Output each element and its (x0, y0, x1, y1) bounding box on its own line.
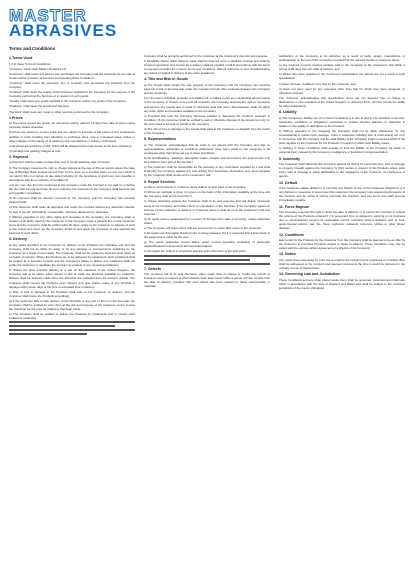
clause-text: d) If the Customer fails to take delivery of the Products or any part of them on the due date, the Company shall be entitled to store them at the risk and expense of the Customer and to invoice the Customer for the price as if delivery had been made. (9, 298, 135, 312)
clause-text: c) Unless otherwise agreed, the Customer shall at its own expense and risk deliver Customer items to the Company and collect them on completion of the Services. If the Company agrees to arrange for the collection or delivery of Customer items it shall do so at the Customer's risk and expense. (144, 199, 270, 216)
clause-text: "Customer" shall mean any person who purchases the Company and the Customer for the sale of Goods and/or provision of Services incorporating these Conditions. (9, 71, 135, 80)
clause-text: b) All specifications, drawings, descriptive matter, weights and dimensions are approximate only and shall not form part of the Contract. (144, 156, 270, 165)
section-heading: 5. Representations (144, 137, 177, 142)
section-heading: 11. Force Majeure (279, 204, 310, 209)
clause-text: b) Without prejudice to the foregoing the Company shall not be liable whatsoever for any consequential or indirect loss, damage, costs or expenses including loss of profit arising out of or in connection with the Contract, and the total liability of the Company shall not exceed 100% of the price payable by the Customer for the Products in respect of which such liability arises. (279, 129, 405, 146)
clause-text: "Products" shall mean the Goods and Services. (9, 104, 70, 109)
clause-text: e) The Company will return items that are uneconomic to repair after notice to the Customer. (144, 225, 262, 230)
clause-text: d) Have not been used for any purposes other than that for which they were designed, or otherwise misused. (279, 86, 405, 95)
clause-text: The Customer shall indemnify the Company against all claims for personal injury, loss or damage to property brought against the Company by third parties in respect of the Products where such injury, loss or damage is solely attributable to the negligence of the Customer, its employees or agents. (279, 162, 405, 179)
clause-text: h) All repairs are subject to inspection and are at the discretion of the technician. (144, 249, 247, 254)
clause-text: a) Title to and property in Customer items shall at no time pass to the Company. (144, 185, 246, 190)
clause-text: a) Any dates specified to the Customer for delivery of the Products are estimates only and the Company shall not be liable for delay or for any damage or inconvenience sustained by the Customer as a result of such delay. The Customer shall not be entitled to treat any such delay as a breach of contract. Where the Products are to be delivered by instalments, each instalment shall be treated as a separate contract and the Company's failure to deliver one instalment shall not entitle the Customer to repudiate the Contract as a whole or any remaining instalment. (9, 242, 135, 268)
clause-text: c) Risk of loss or damage to the Products shall pass to the Customer on delivery, and the Customer shall insure the Products accordingly. (9, 289, 135, 298)
clause-text: b) Where they were supplied to the Customer's specification, the defects are not a result of such specification. (279, 72, 405, 81)
clause-text: c) Nothing in these Conditions shall exclude or limit the liability of the Company for death or personal injury caused by the Company's negligence or fraudulent misrepresentation. (279, 146, 405, 155)
clause-text: d) No payment shall be deemed received by the Company until the Company has received cleared funds. (9, 196, 135, 205)
document-title: Terms and Conditions (9, 46, 56, 51)
clause-text: Company shall be promptly performed by the Customer at the Customer's own risk and expense. (144, 54, 268, 58)
terms-column-2 (144, 54, 270, 337)
clause-text: These Conditions and any order placed under them shall be governed, construed and shall take effect in accordance with the laws of England and Wales and shall be subject to the exclusive jurisdiction of the courts of England. (279, 277, 405, 291)
clause-text: "Goods" shall mean any goods supplied to the Customer and/or any goods of the Company. (9, 99, 127, 104)
logo-master-text: MASTER (9, 8, 87, 25)
section-heading: 13. Notice (279, 252, 296, 257)
clause-text: g) The repair guarantee covers failure under normal operating conditions of previously repaired/replaced components and associated labour. (144, 240, 270, 249)
section-heading: 7. Defects (144, 266, 161, 271)
clause-text: satisfaction of the Company to be defective as a result of faulty design, manufacture or workmanship on the part of the Company provided that the relevant Goods or Customer items: (279, 54, 405, 63)
clause-text: d) All repair work is guaranteed for a period of 90 days from date of invoicing, unless otherwise stated. (144, 216, 270, 225)
clause-text: c) Have not been modified in any way by the Customer; and (279, 81, 356, 86)
section-heading: 9. Indemnity (279, 156, 300, 161)
clause-text: a) Are returned properly packed carriage paid to the Company at the Customer's risk within a period of 90 days from the date of delivery; and (279, 63, 405, 72)
clause-text: c) All prices are exclusive of VAT, which will be charged at the rate current at the time of delivery. (9, 143, 132, 148)
clause-text: e) The Company shall be entitled to deliver the Products by instalments and to invoice each instalment separately. (9, 312, 135, 321)
clause-text: c) If any sum due from the Customer to the Company under the Contract is not paid on or before the due date for payment then all sums owed by the Customer to the Company shall become due and payable immediately. (9, 182, 135, 196)
clause-text: d) The risk of loss or damage to the Goods shall pass to the Customer on dispatch from the works of the Company. (144, 127, 270, 136)
terms-column-3 (279, 54, 405, 337)
filler-text-line (144, 259, 250, 261)
section-heading: 1.Terms Used (9, 56, 33, 60)
clause-text: b) Where an estimate is given it is given on the basis of the information available at the time and the Company shall not be bound by it. (144, 190, 270, 199)
clause-text: b) In the event of default, pursuant to Condition 15, or failure to pay any outstanding amount owing to the Company in respect of any and all contracts, the Company reserves the right to repossess and remove any Goods and to resell or otherwise deal with them. Repossession shall not affect any other rights and remedies available to the Company. (144, 96, 270, 113)
clause-text: a) Payment shall be made not later than end of month following date of invoice. (9, 160, 111, 165)
filler-text-line (9, 325, 115, 327)
clause-text: "Services" shall mean any repair or other services performed by the Company. (9, 109, 110, 114)
section-heading: 2. Payment (9, 154, 28, 159)
terms-page (9, 8, 407, 580)
clause-text: The Customer acknowledges that specification items are not deemed free of charge to destinations on the mainland of the United Kingdom or delivered FOC, UK Port (Incoterms 2000) for other destinations. (279, 95, 405, 109)
clause-text: f) Without prejudice to any other rights and remedies of the Company, the Company shall, in respect of all debts owed by the Customer to the Company, have a general lien on the Customer items and the Company shall be entitled after 30 days' notice to the Customer to dispose of such of the Customer's items as the Company thinks fit and apply the proceeds of sale towards the payment of such debts. (9, 214, 135, 235)
clause-text: Each order for the Products by the Customer from the Company shall be deemed to be an offer by the Customer to purchase Products subject to these Conditions. These Conditions may only be varied with the express written agreement of a director of the Company. (279, 238, 405, 251)
clause-text: The Company reserves the right to defer the date of delivery or to cancel the Contract or reduce the volume of the Products ordered if it is prevented from or delayed in carrying on its business due to circumstances beyond its reasonable control, including without limitation acts of God, governmental actions, war, fire, flood, explosion, epidemic, lock-outs, strikes or other labour disputes. (279, 210, 405, 231)
clause-text: 1.1 In these Terms & Conditions: (9, 61, 51, 66)
clause-text: c) The Customer shall be responsible for the accuracy of any information supplied by it and shall indemnify the Company against any loss arising from inaccurate information. Any items supplied by the Customer shall remain at the Customer's risk. (144, 165, 270, 178)
section-heading: 12. Conditions (279, 232, 304, 237)
clause-text: b) Where the price includes delivery to a site on the mainland of the United Kingdom, the Company will at its option either deliver to site or make the Products available for collection; delivery shall be deemed made when the Products are unloaded from the carrier's vehicle. The Customer shall inspect the Products upon delivery and give written notice of any shortfall or damage within seven days of the time or estimated time of delivery. (9, 268, 135, 289)
filler-text-line (144, 255, 270, 257)
terms-column-1 (9, 54, 135, 337)
section-heading: 3. Delivery (9, 237, 27, 242)
brand-logo (9, 8, 407, 44)
terms-columns (9, 54, 407, 337)
logo-abrasives-text: ABRASIVES (9, 21, 118, 40)
clause-text: "Company" shall mean Master Abrasives Ltd. (9, 66, 67, 71)
section-heading: 4. Title and Risk in Goods (144, 77, 188, 82)
clause-text: a) The Customer acknowledges that its order is not placed with the Company and that no representations, warranties or conditions whatsoever have been made by the Company or its employees other than those set out in these Conditions. (144, 142, 270, 155)
clause-text: The Company will at its sole discretion either repair (free of charge or credit) any Goods or Customer items in respect of which defects have been found within a period of three months from the date of delivery, provided that such defect has been caused by faulty workmanship or materials. (144, 272, 270, 289)
clause-text: If the Customer makes default in or commits any breach of any of the Customer obligations or if any distress or execution is levied upon the Customer, the Company may suspend performance of the Contract and by notice in writing terminate the Contract, and any sums due shall become immediately payable. (279, 186, 405, 203)
clause-text: d) Carriage and packing charges at cost. (9, 148, 62, 153)
filler-text-line (144, 263, 270, 265)
clause-text: c) Provided that until the Company becomes entitled to determine the Contract pursuant to Condition 15 the Customer shall be entitled to sell or otherwise dispose of the Goods but only for the sum owed in full and on behalf of the Company. (144, 113, 270, 126)
clause-text: Any notice given hereunder by post, fax or email to the recipient at its registered or principal office shall be addressed to the recipient and deemed received at the time it would be delivered in the ordinary course of transmission. (279, 258, 405, 271)
section-heading: 6. Repair Services (144, 179, 175, 184)
clause-text: "Contract" shall mean the supply of the Customer supplied to the Company for the purpose of the Company performing the Services or in respect of such goods. (9, 90, 135, 99)
clause-text: a) The Company's liability set out in these Conditions is in lieu of and to the exclusion of all other warranties, conditions or obligations expressed or implied whether statutory or otherwise in relation to the quality or description of the Products. (279, 115, 405, 128)
section-heading: 10. Default (279, 180, 298, 185)
section-heading: 1.Prices (9, 115, 23, 120)
clause-text: f) All repairs are thoroughly checked prior to being released, but it is expected that a final check of the equipment is made by the user. (144, 231, 270, 240)
clause-text: b) Prices are based on current costs and are subject to increase to the extent of any subsequent addition in costs resulting from alteration in exchange rates, new or increased taxes, duties or other charges on the supply of or relating to the manufacture or delivery of Products. (9, 130, 135, 143)
clause-text: f) Divisibility clause. Each delivery made shall be deemed to be a separate contract and shall be invoiced separately. Any invoice for a delivery shall be payable in full in accordance with the terms of payment provided for in these terms and conditions, without reference to and notwithstanding any defect or default in delivery of any other instalment. (144, 59, 270, 76)
clause-text: b) The Company reserves the right to charge interest at the rate of 4% per annum above the base rate of Barclays Bank Limited current from time to time, on a monthly basis, on any sum which is not paid in full on or before its due date (including for the avoidance of doubt any sum payable in accordance with the provisions of Condition 6). (9, 165, 135, 182)
filler-text-line (9, 321, 135, 323)
filler-text-line (9, 329, 135, 331)
section-heading: 8. Liability (279, 110, 297, 115)
clause-text: e) The Customer shall make all payments due under the Contract without any deduction whether by way of set-off, withholding, counterclaim, discount, abatement or otherwise. (9, 205, 135, 214)
section-heading: 14. Governing Law and Jurisdiction (279, 272, 340, 277)
filler-text-line (9, 333, 87, 335)
clause-text: "Customer" shall mean the person(s), firm or company who purchases the Products from the Company. (9, 80, 135, 90)
clause-text: a) The Goods shall remain the sole property of the Company until the Company has received payment in full of all sums due under the Contract and all other contracts between the Company and the Customer. (144, 83, 270, 96)
clause-text: a) The prices quoted are strictly net and prices will be valid for 14 days from date of issue unless expressly stated otherwise. (9, 121, 135, 130)
